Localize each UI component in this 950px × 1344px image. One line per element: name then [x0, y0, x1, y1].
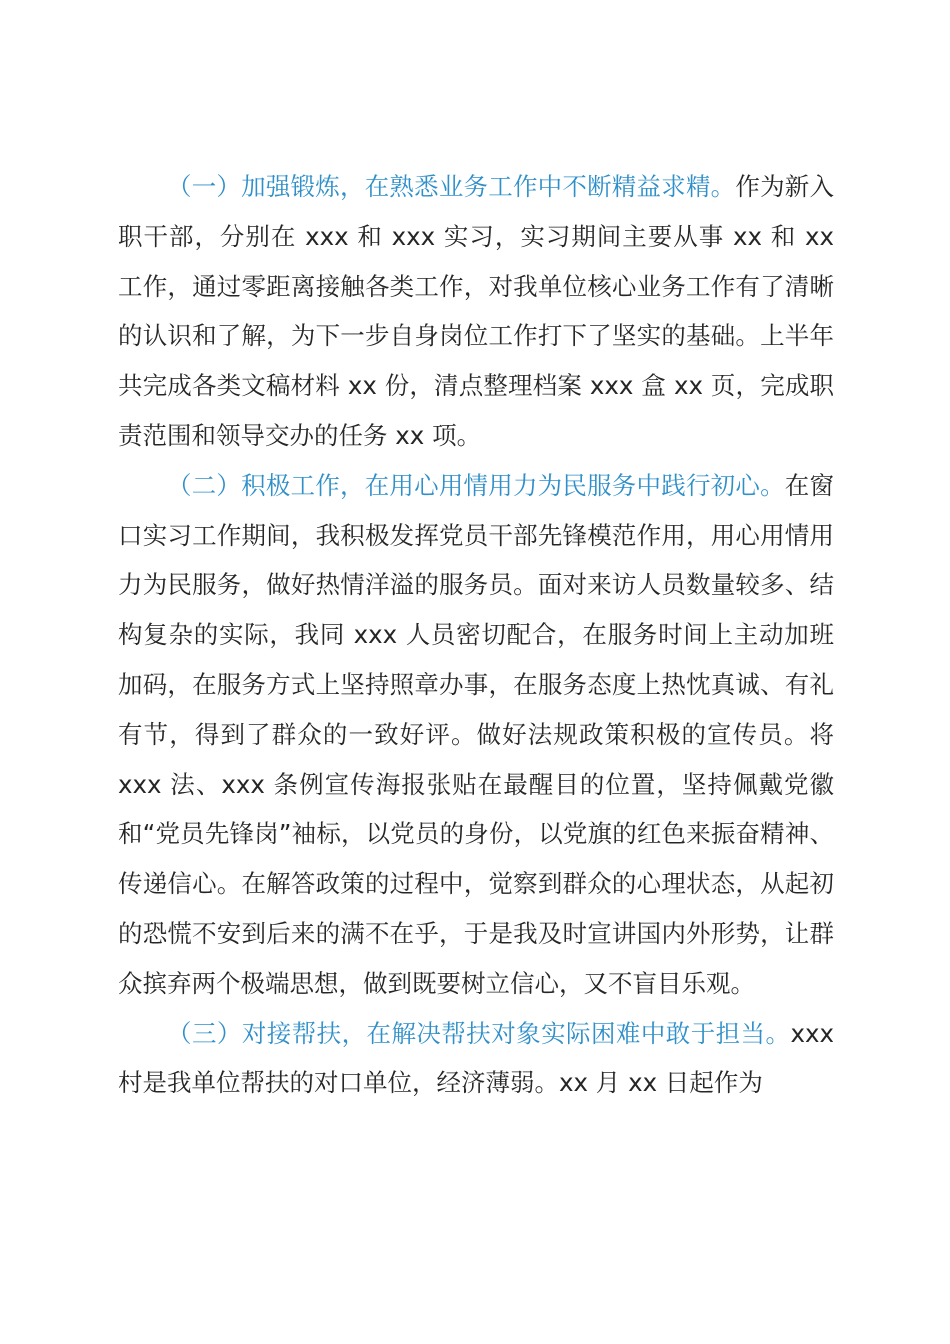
section-heading-3: （三）对接帮扶，在解决帮扶对象实际困难中敢于担当。	[167, 1018, 791, 1048]
paragraph-2	[118, 461, 834, 1009]
paragraph-text-2: 在窗口实习工作期间，我积极发挥党员干部先锋模范作用，用心用情用力为民服务，做好热情洋溢的服务员。面对来访人员数量较多、结构复杂的实际，我同 xxx 人员密切配合，在服务时间上主动加班加码，在服务方式上坚持照章办事，在服务态度上热忱真诚、有礼有节，得到了群众的一致好评。做好法规政策积极的宣传员。将 xxx 法、xxx 条例宣传海报张贴在最醒目的位置，坚持佩戴党徽和“党员先锋岗”袖标，以党员的身份，以党旗的红色来振奋精神、传递信心。在解答政策的过程中，觉察到群众的心理状态，从起初的恐慌不安到后来的满不在乎，于是我及时宣讲国内外形势，让群众摈弃两个极端思想，做到既要树立信心，又不盲目乐观。	[118, 470, 835, 998]
section-heading-2: （二）积极工作，在用心用情用力为民服务中践行初心。	[167, 470, 785, 500]
paragraph-3	[118, 1009, 834, 1109]
section-heading-1: （一）加强锻炼，在熟悉业务工作中不断精益求精。	[167, 172, 736, 201]
paragraph-text-3: xxx 村是我单位帮扶的对口单位，经济薄弱。xx 月 xx 日起作为	[118, 1018, 834, 1098]
document-body	[118, 162, 834, 1108]
paragraph-text-1: 作为新入职干部，分别在 xxx 和 xxx 实习，实习期间主要从事 xx 和 xx 工作，通过零距离接触各类工作，对我单位核心业务工作有了清晰的认识和了解，为下一步自身岗位工作打下了坚实的基础。上半年共完成各类文稿材料 xx 份，清点整理档案 xxx 盒 xx 页，完成职责范围和领导交办的任务 xx 项。	[118, 172, 835, 450]
paragraph-1	[118, 162, 834, 461]
